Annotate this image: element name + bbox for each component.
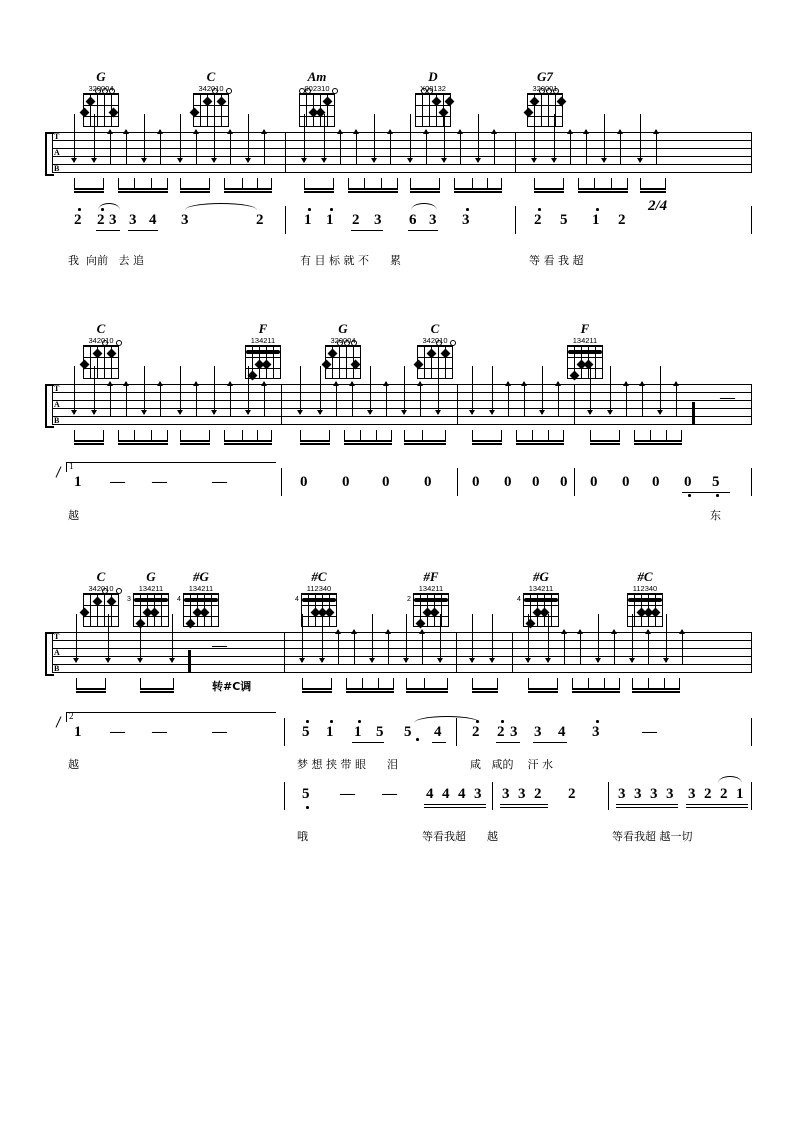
note: 3 — [462, 212, 470, 228]
chord-fingering: 112340 — [632, 584, 658, 593]
chord-fingering: 112340 — [306, 584, 332, 593]
numbered-notation: 1 1 — — — 0 0 0 0 0 0 0 0 0 0 0 0 5 — [52, 462, 752, 496]
note: 0 — [424, 474, 432, 490]
chord-diagram — [178, 570, 224, 627]
chord-fingering: 320004 — [88, 84, 114, 93]
chord-name: C — [96, 321, 106, 336]
lyric-line — [52, 507, 752, 523]
chord-fingering: 134211 — [572, 336, 598, 345]
note: 4 — [558, 724, 566, 740]
note: 3 — [109, 212, 117, 228]
tab-staff: T A B — — [52, 384, 752, 424]
note: 1 — [74, 474, 82, 490]
note: 2 — [534, 212, 542, 228]
chord-grid — [295, 593, 337, 627]
chord-grid — [567, 345, 603, 379]
note: 2 — [352, 212, 360, 228]
fret-number: 4 — [517, 596, 521, 603]
note: 0 — [504, 474, 512, 490]
fret-number: 2 — [407, 596, 411, 603]
note: 3 — [181, 212, 189, 228]
note: 2 — [497, 724, 505, 740]
note: 4 — [149, 212, 157, 228]
note: 6 — [409, 212, 417, 228]
lyric-text: 梦 想 挟 带 眼 泪 — [297, 758, 398, 771]
fret-number: 4 — [295, 596, 299, 603]
lyric-text: 咸 咸的 汗 水 — [470, 758, 553, 771]
note: 5 — [376, 724, 384, 740]
chord-name: G — [146, 569, 156, 584]
fret-number: 3 — [127, 596, 131, 603]
note: 3 — [129, 212, 137, 228]
chord-grid — [407, 593, 449, 627]
lyric-text: 哦 — [297, 830, 308, 843]
note: 3 — [688, 786, 696, 802]
tab-letter-b: B — [54, 664, 60, 673]
note: 2 — [534, 786, 542, 802]
note: 4 — [426, 786, 434, 802]
chord-fingering: 342010 — [88, 584, 114, 593]
chord-name: #G — [533, 569, 549, 584]
chord-name: D — [428, 69, 438, 84]
tab-letter-a: A — [54, 148, 60, 157]
chord-name: Am — [307, 69, 327, 84]
note: 2 — [720, 786, 728, 802]
chord-diagram — [408, 570, 454, 627]
chord-diagram — [562, 322, 608, 379]
note: 1 — [74, 724, 82, 740]
chord-diagram — [188, 70, 234, 127]
chord-fingering: 134211 — [528, 584, 554, 593]
chord-grid — [177, 593, 219, 627]
lyric-text: 我 向前 去 追 — [68, 254, 144, 267]
chord-grid — [417, 345, 453, 379]
note: 0 — [300, 474, 308, 490]
chord-grid — [245, 345, 281, 379]
chord-fingering: 134211 — [188, 584, 214, 593]
note: 3 — [510, 724, 518, 740]
chord-name: G7 — [537, 69, 553, 84]
tab-letter-t: T — [54, 132, 60, 141]
chord-diagram — [78, 322, 124, 379]
note: 3 — [666, 786, 674, 802]
tab-letter-b: B — [54, 164, 60, 173]
key-change-label: 转#C调 — [212, 680, 252, 693]
chord-diagram — [320, 322, 366, 379]
note: 0 — [684, 474, 692, 490]
lyric-line-2 — [52, 828, 752, 844]
chord-diagram — [410, 70, 456, 127]
chord-name: C — [96, 569, 106, 584]
note: 0 — [472, 474, 480, 490]
note: 5 — [712, 474, 720, 490]
note: 5 — [560, 212, 568, 228]
note: 1 — [326, 212, 334, 228]
note: 0 — [652, 474, 660, 490]
chord-name: #F — [423, 569, 439, 584]
note: 0 — [532, 474, 540, 490]
chord-fingering: 342010 — [198, 84, 224, 93]
note: 2 — [97, 212, 105, 228]
chord-grid — [527, 93, 563, 127]
note: 5 — [302, 724, 310, 740]
chord-grid — [127, 593, 169, 627]
rhythm-beams — [52, 178, 752, 194]
lyric-text: 越 — [68, 758, 79, 771]
chord-fingering: 134211 — [418, 584, 444, 593]
ending-number: 2 — [69, 711, 74, 721]
chord-grid — [83, 93, 119, 127]
chord-name: G — [96, 69, 106, 84]
chord-fingering: 320001 — [532, 84, 558, 93]
chord-diagram — [128, 570, 174, 627]
note: 3 — [618, 786, 626, 802]
chord-name: C — [430, 321, 440, 336]
chord-grid — [415, 93, 451, 127]
note: 2 — [472, 724, 480, 740]
tab-letter-t: T — [54, 632, 60, 641]
lyric-line — [52, 252, 752, 268]
chord-diagram — [522, 70, 568, 127]
chord-name: F — [258, 321, 268, 336]
numbered-notation: 2 1 — — — 5 1 1 5 5 4 2 2 3 3 4 3 — — [52, 712, 752, 746]
note: 3 — [534, 724, 542, 740]
tab-letter-t: T — [54, 384, 60, 393]
chord-grid — [325, 345, 361, 379]
note: 0 — [622, 474, 630, 490]
note: 1 — [592, 212, 600, 228]
note: 3 — [650, 786, 658, 802]
note: 4 — [434, 724, 442, 740]
note: 1 — [736, 786, 744, 802]
chord-grid — [83, 345, 119, 379]
lyric-text: 越 — [68, 509, 79, 522]
note: 2 — [256, 212, 264, 228]
tab-letter-a: A — [54, 400, 60, 409]
lyric-text: 有 目 标 就 不 累 — [300, 254, 401, 267]
note: 5 — [302, 786, 310, 802]
note: 3 — [634, 786, 642, 802]
note: 3 — [474, 786, 482, 802]
chord-diagram — [78, 570, 124, 627]
rhythm-beams — [52, 678, 752, 694]
lyric-text: 等 看 我 超 — [529, 254, 584, 267]
chord-fingering: 134211 — [138, 584, 164, 593]
note: 0 — [590, 474, 598, 490]
note: 3 — [502, 786, 510, 802]
chord-diagram — [518, 570, 564, 627]
chord-diagram — [294, 70, 340, 127]
note: 1 — [326, 724, 334, 740]
note: 3 — [592, 724, 600, 740]
chord-name: #C — [637, 569, 653, 584]
chord-name: F — [580, 321, 590, 336]
tab-letter-b: B — [54, 416, 60, 425]
numbered-notation-2: 5 — — 4 4 4 3 3 3 2 2 3 3 3 3 3 2 2 1 — [52, 786, 752, 820]
note: 2 — [74, 212, 82, 228]
chord-name: C — [206, 69, 216, 84]
note: 1 — [304, 212, 312, 228]
note: 0 — [560, 474, 568, 490]
note: 0 — [382, 474, 390, 490]
tab-staff: T A B — — [52, 632, 752, 672]
note: 2 — [568, 786, 576, 802]
note: 3 — [374, 212, 382, 228]
chord-fingering: 002310 — [304, 84, 330, 93]
lyric-text: 等看我超 越 — [422, 830, 498, 843]
chord-fingering: 134211 — [250, 336, 276, 345]
chord-grid — [83, 593, 119, 627]
fret-number: 4 — [177, 596, 181, 603]
system-2 — [0, 312, 793, 542]
chord-grid — [193, 93, 229, 127]
lyric-line — [52, 756, 752, 772]
chord-fingering: 320004 — [330, 336, 356, 345]
lyric-text: 等看我超 越一切 — [612, 830, 693, 843]
note: 0 — [342, 474, 350, 490]
meter-marking: 2/4 — [648, 198, 668, 214]
ending-number: 1 — [69, 461, 74, 471]
numbered-notation — [52, 198, 752, 242]
note: 2 — [704, 786, 712, 802]
tab-letter-a: A — [54, 648, 60, 657]
lyric-text: 东 — [710, 509, 721, 522]
rhythm-beams — [52, 430, 752, 446]
chord-fingering: 342010 — [88, 336, 114, 345]
note: 4 — [458, 786, 466, 802]
note: 2 — [618, 212, 626, 228]
chord-name: G — [338, 321, 348, 336]
chord-diagram — [412, 322, 458, 379]
chord-fingering: 342010 — [422, 336, 448, 345]
note: 1 — [354, 724, 362, 740]
chord-diagram — [240, 322, 286, 379]
note: 4 — [442, 786, 450, 802]
chord-diagram — [622, 570, 668, 627]
system-3 — [0, 560, 793, 860]
chord-name: #C — [311, 569, 327, 584]
chord-fingering: X00132 — [420, 84, 446, 93]
note: 3 — [518, 786, 526, 802]
note: 3 — [429, 212, 437, 228]
chord-diagram — [78, 70, 124, 127]
tab-staff — [52, 132, 752, 172]
note: 5 — [404, 724, 412, 740]
chord-name: #G — [193, 569, 209, 584]
system-1 — [0, 60, 793, 290]
